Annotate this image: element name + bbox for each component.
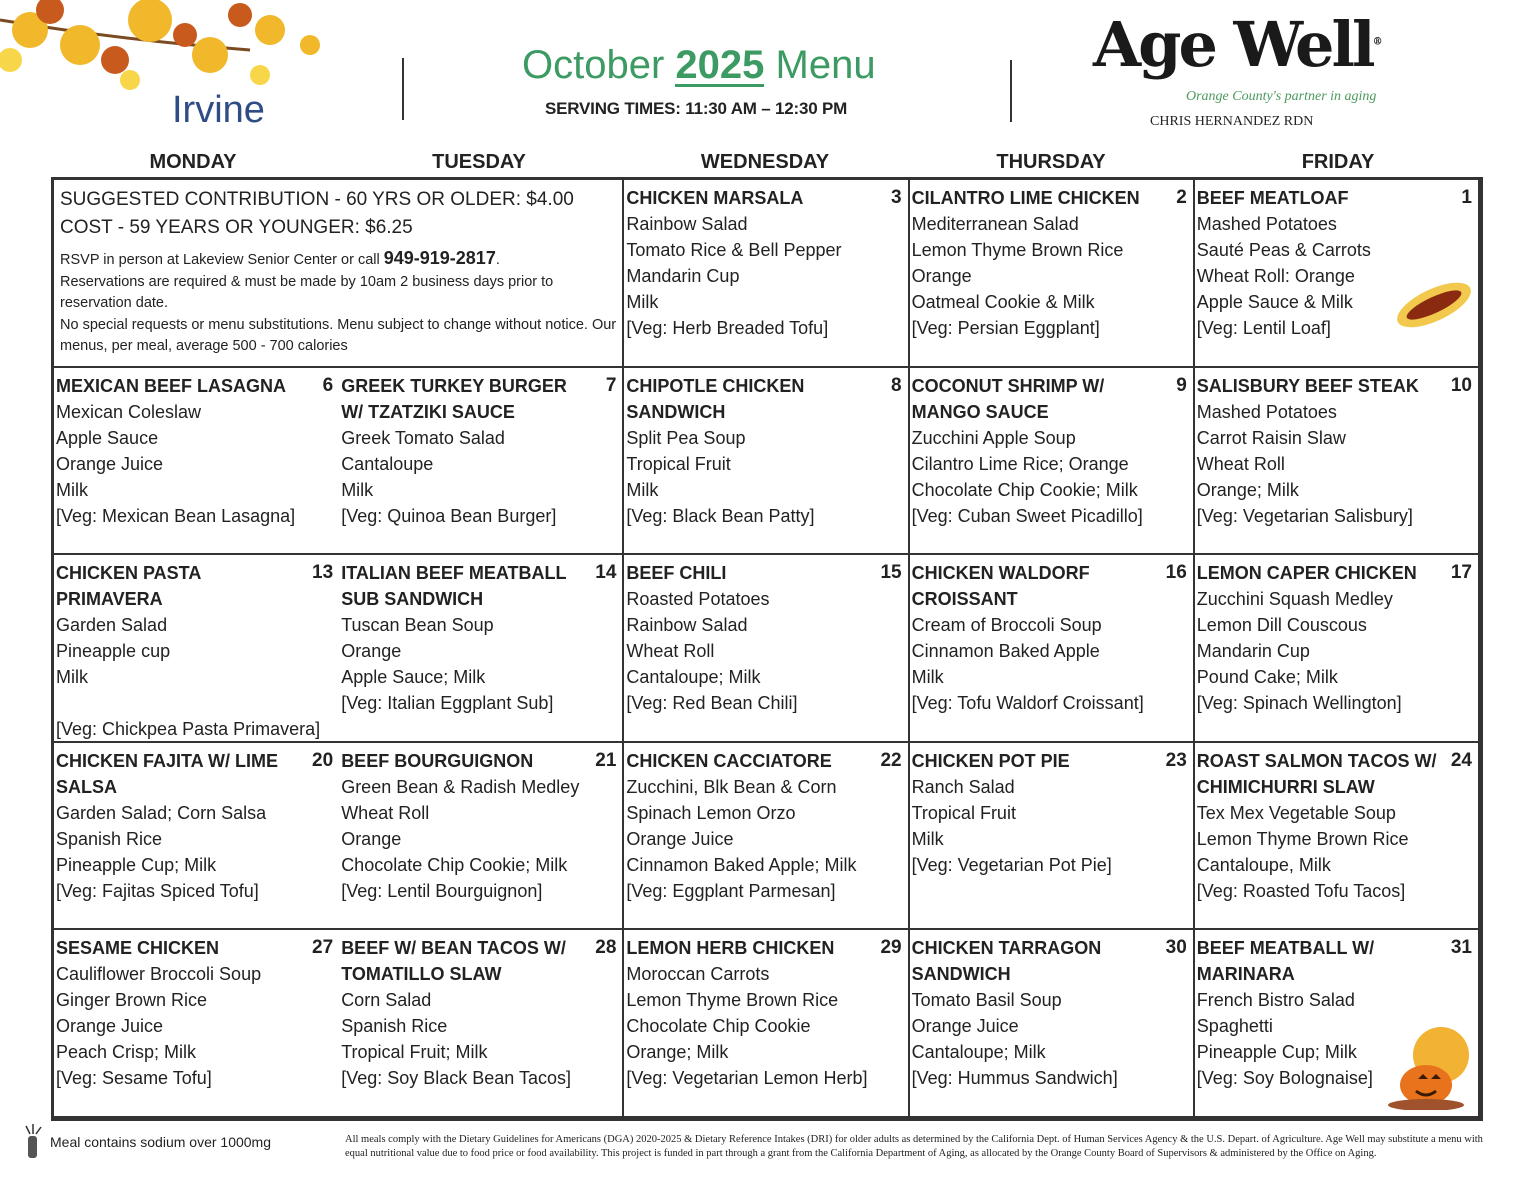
menu-item: [Veg: Tofu Waldorf Croissant] xyxy=(911,693,1144,714)
menu-day-cell xyxy=(910,180,1195,368)
menu-item: [Veg: Vegetarian Pot Pie] xyxy=(911,854,1112,875)
menu-item: Wheat Roll: Orange xyxy=(1196,266,1355,286)
menu-item: Tropical Fruit xyxy=(911,802,1016,823)
day-header-friday: FRIDAY xyxy=(1301,151,1375,173)
menu-day-cell xyxy=(54,930,339,1118)
menu-item: [Veg: Lentil Loaf] xyxy=(1196,318,1331,338)
entree-title: CHICKEN CACCIATORE xyxy=(626,750,832,771)
entree-title: LEMON HERB CHICKEN xyxy=(626,938,835,959)
menu-item: Tuscan Bean Soup xyxy=(341,615,494,636)
menu-item: [Veg: Black Bean Patty] xyxy=(626,505,815,526)
menu-item: Green Bean & Radish Medley xyxy=(341,776,580,797)
menu-item: [Veg: Sesame Tofu] xyxy=(56,1068,212,1089)
entree-title: BEEF MEATLOAF xyxy=(1196,188,1349,208)
menu-day-cell xyxy=(1195,743,1480,931)
date-number: 31 xyxy=(1450,937,1472,959)
menu-item: Mashed Potatoes xyxy=(1196,401,1337,422)
menu-day-cell xyxy=(910,555,1195,743)
menu-item: [Veg: Persian Eggplant] xyxy=(911,318,1100,338)
menu-day-cell xyxy=(624,368,909,556)
reservation-policy: Reservations are required & must be made by 10am 2 business days prior to reservation date. xyxy=(60,273,554,311)
entree-title: CHICKEN FAJITA W/ LIME SALSA xyxy=(56,750,278,797)
date-number: 28 xyxy=(595,937,617,959)
menu-item: French Bistro Salad xyxy=(1196,990,1355,1011)
menu-item: Pineapple Cup; Milk xyxy=(56,854,217,875)
menu-item: Tex Mex Vegetable Soup xyxy=(1196,802,1396,823)
menu-day-cell xyxy=(1195,930,1480,1118)
entree-title: MEXICAN BEEF LASAGNA xyxy=(56,375,287,396)
menu-item: Chocolate Chip Cookie; Milk xyxy=(341,854,568,875)
menu-item: [Veg: Lentil Bourguignon] xyxy=(341,880,543,901)
date-number: 20 xyxy=(312,749,334,771)
menu-item: Garden Salad; Corn Salsa xyxy=(56,802,267,823)
menu-item: Orange xyxy=(341,641,402,662)
menu-item: Lemon Thyme Brown Rice xyxy=(626,990,839,1011)
menu-day-cell xyxy=(339,368,624,556)
menu-item: Apple Sauce; Milk xyxy=(341,667,486,688)
menu-item: Cantaloupe; Milk xyxy=(626,667,761,688)
menu-day-cell xyxy=(624,555,909,743)
menu-item: Orange Juice xyxy=(911,1016,1019,1037)
menu-item: [Veg: Herb Breaded Tofu] xyxy=(626,318,829,338)
menu-item: Pound Cake; Milk xyxy=(1196,667,1338,688)
menu-item: Wheat Roll xyxy=(1196,453,1285,474)
logo-tagline: Orange County's partner in aging xyxy=(1186,89,1377,104)
date-number: 7 xyxy=(605,374,617,396)
menu-day-cell xyxy=(1195,368,1480,556)
menu-day-cell xyxy=(54,555,339,743)
menu-item: Cream of Broccoli Soup xyxy=(911,615,1102,636)
halloween-pumpkin-icon xyxy=(1381,1015,1476,1110)
menu-item: Garden Salad xyxy=(56,615,168,636)
city-name: Irvine xyxy=(172,89,265,131)
menu-item: [Veg: Soy Black Bean Tacos] xyxy=(341,1068,571,1089)
dietitian-name: CHRIS HERNANDEZ RDN xyxy=(1150,114,1314,129)
sodium-note: Meal contains sodium over 1000mg xyxy=(50,1134,272,1150)
menu-item: Apple Sauce xyxy=(56,427,159,448)
contribution-senior: SUGGESTED CONTRIBUTION - 60 YRS OR OLDER: $4.00 xyxy=(60,189,574,210)
menu-item: Tropical Fruit xyxy=(626,453,731,474)
menu-item: Orange Juice xyxy=(56,453,164,474)
menu-item: [Veg: Red Bean Chili] xyxy=(626,693,798,714)
contribution-info-cell xyxy=(54,180,624,368)
menu-item: Mandarin Cup xyxy=(1196,641,1310,662)
entree-title: GREEK TURKEY BURGER W/ TZATZIKI SAUCE xyxy=(341,375,567,422)
day-header-wednesday: WEDNESDAY xyxy=(700,151,830,173)
divider xyxy=(1010,60,1012,122)
menu-item: Orange; Milk xyxy=(1196,479,1299,500)
menu-item: Rainbow Salad xyxy=(626,615,748,636)
menu-item: Milk xyxy=(911,828,944,849)
date-number: 21 xyxy=(595,749,617,771)
menu-item: Tomato Rice & Bell Pepper xyxy=(626,240,842,260)
menu-day-cell xyxy=(54,368,339,556)
date-number: 2 xyxy=(1176,187,1187,208)
menu-item: Milk xyxy=(626,292,659,312)
menu-item: Cantaloupe xyxy=(341,453,434,474)
entree-title: CHICKEN POT PIE xyxy=(911,750,1070,771)
menu-item: Chocolate Chip Cookie; Milk xyxy=(911,479,1138,500)
menu-item: Spanish Rice xyxy=(341,1016,448,1037)
menu-item: [Veg: Mexican Bean Lasagna] xyxy=(56,505,296,526)
menu-item: Orange; Milk xyxy=(626,1042,729,1063)
menu-item: Mexican Coleslaw xyxy=(56,401,202,422)
menu-item: Spanish Rice xyxy=(56,828,163,849)
menu-item: [Veg: Spinach Wellington] xyxy=(1196,693,1402,714)
date-number: 22 xyxy=(880,749,902,771)
menu-item: Wheat Roll xyxy=(626,641,715,662)
rsvp-text: RSVP in person at Lakeview Senior Center or call 949-919-2817. xyxy=(60,248,500,268)
menu-item: [Veg: Hummus Sandwich] xyxy=(911,1068,1118,1089)
day-header-thursday: THURSDAY xyxy=(996,151,1106,173)
entree-title: ITALIAN BEEF MEATBALL SUB SANDWICH xyxy=(341,563,567,610)
date-number: 9 xyxy=(1176,374,1187,396)
date-number: 30 xyxy=(1165,937,1187,959)
entree-title: CHIPOTLE CHICKEN SANDWICH xyxy=(626,375,805,422)
menu-day-cell xyxy=(339,930,624,1118)
menu-day-cell xyxy=(54,743,339,931)
menu-item: Milk xyxy=(56,667,88,688)
menu-day-cell xyxy=(339,555,624,743)
menu-item: Ginger Brown Rice xyxy=(56,990,208,1011)
menu-day-cell xyxy=(339,743,624,931)
title-month: October xyxy=(522,43,665,87)
menu-item: [Veg: Italian Eggplant Sub] xyxy=(341,693,554,714)
menu-item: Chocolate Chip Cookie xyxy=(626,1016,811,1037)
menu-item: Wheat Roll xyxy=(341,802,430,823)
title-menu: Menu xyxy=(775,43,876,87)
entree-title: BEEF MEATBALL W/ MARINARA xyxy=(1196,938,1375,985)
menu-day-cell xyxy=(624,180,909,368)
menu-item: Zucchini Apple Soup xyxy=(911,427,1076,448)
menu-item: [Veg: Soy Bolognaise] xyxy=(1196,1068,1373,1089)
menu-item: Apple Sauce & Milk xyxy=(1196,292,1353,312)
date-number: 3 xyxy=(891,187,902,208)
menu-item: Spinach Lemon Orzo xyxy=(626,802,796,823)
menu-day-cell xyxy=(910,743,1195,931)
oktoberfest-decoration-icon xyxy=(1386,265,1476,350)
menu-item: Greek Tomato Salad xyxy=(341,427,505,448)
menu-item: Cantaloupe; Milk xyxy=(911,1042,1046,1063)
entree-title: CHICKEN MARSALA xyxy=(626,188,804,208)
date-number: 14 xyxy=(595,562,617,584)
menu-item: Roasted Potatoes xyxy=(626,589,770,610)
age-well-logo: Age Well® xyxy=(1093,8,1383,81)
menu-day-cell xyxy=(1195,555,1480,743)
menu-item: Tropical Fruit; Milk xyxy=(341,1042,488,1063)
menu-item: Pineapple Cup; Milk xyxy=(1196,1042,1357,1063)
entree-title: ROAST SALMON TACOS W/ CHIMICHURRI SLAW xyxy=(1196,750,1437,797)
entree-title: CHICKEN TARRAGON SANDWICH xyxy=(911,938,1102,985)
title-year: 2025 xyxy=(675,43,765,87)
menu-item: Lemon Thyme Brown Rice xyxy=(1196,828,1409,849)
menu-item: Orange Juice xyxy=(56,1016,164,1037)
entree-title: CHICKEN WALDORF CROISSANT xyxy=(911,563,1090,610)
menu-item: Cauliflower Broccoli Soup xyxy=(56,964,262,985)
autumn-leaves-decoration xyxy=(0,0,335,95)
menu-item: Moroccan Carrots xyxy=(626,964,770,985)
menu-item: Peach Crisp; Milk xyxy=(56,1042,197,1063)
menu-item: Mashed Potatoes xyxy=(1196,214,1337,234)
entree-title: SESAME CHICKEN xyxy=(56,938,220,959)
date-number: 16 xyxy=(1165,562,1187,584)
menu-calendar-grid xyxy=(51,177,1483,1121)
menu-item: Sauté Peas & Carrots xyxy=(1196,240,1371,260)
menu-item: Milk xyxy=(626,479,659,500)
date-number: 8 xyxy=(891,374,902,396)
menu-item: Pineapple cup xyxy=(56,641,171,662)
menu-item: Oatmeal Cookie & Milk xyxy=(911,292,1095,312)
date-number: 23 xyxy=(1165,749,1187,771)
date-number: 13 xyxy=(312,562,334,584)
divider xyxy=(402,58,404,120)
menu-item: Zucchini Squash Medley xyxy=(1196,589,1393,610)
menu-item: Mediterranean Salad xyxy=(911,214,1079,234)
menu-item: Ranch Salad xyxy=(911,776,1015,797)
date-number: 17 xyxy=(1450,562,1472,584)
menu-item: Cantaloupe, Milk xyxy=(1196,854,1331,875)
date-number: 24 xyxy=(1450,749,1472,771)
entree-title: LEMON CAPER CHICKEN xyxy=(1196,563,1417,584)
menu-item: Mandarin Cup xyxy=(626,266,740,286)
menu-item: [Veg: Vegetarian Salisbury] xyxy=(1196,505,1413,526)
date-number: 1 xyxy=(1461,187,1472,208)
menu-item: Orange xyxy=(341,828,402,849)
serving-times: SERVING TIMES: 11:30 AM – 12:30 PM xyxy=(545,99,848,118)
date-number: 15 xyxy=(880,562,902,584)
date-number: 29 xyxy=(880,937,902,959)
entree-title: BEEF W/ BEAN TACOS W/ TOMATILLO SLAW xyxy=(341,938,566,985)
entree-title: BEEF CHILI xyxy=(626,563,727,584)
date-number: 10 xyxy=(1450,374,1472,396)
menu-item: Lemon Thyme Brown Rice xyxy=(911,240,1124,260)
entree-title: CILANTRO LIME CHICKEN xyxy=(911,188,1140,208)
menu-item: Milk xyxy=(56,479,88,500)
menu-item xyxy=(56,690,337,716)
menu-item: Milk xyxy=(911,667,944,688)
entree-title: CHICKEN PASTA PRIMAVERA xyxy=(56,563,201,610)
menu-item: Milk xyxy=(341,479,374,500)
page-title xyxy=(522,42,876,88)
menu-item: Orange Juice xyxy=(626,828,734,849)
menu-day-cell xyxy=(624,743,909,931)
menu-item: Cinnamon Baked Apple; Milk xyxy=(626,854,857,875)
menu-item: Carrot Raisin Slaw xyxy=(1196,427,1346,448)
menu-item: Cinnamon Baked Apple xyxy=(911,641,1100,662)
menu-item: [Veg: Chickpea Pasta Primavera] xyxy=(56,719,321,740)
menu-item: Zucchini, Blk Bean & Corn xyxy=(626,776,837,797)
menu-item: [Veg: Quinoa Bean Burger] xyxy=(341,505,557,526)
menu-item: [Veg: Vegetarian Lemon Herb] xyxy=(626,1068,868,1089)
date-number: 6 xyxy=(322,374,334,396)
disclaimer: All meals comply with the Dietary Guidelines for Americans (DGA) 2020-2025 & Dietary Reference Intakes (DRI) for older adults as determined by the California Dept. of Human Services Agency & the U.S. Depart. of Agriculture. Age Well may substitute a menu with equal nutritional value due to food price or food availability. This project is funded in part through a grant from the California Department of Aging, as allocated by the Orange County Board of Supervisors & administered by the Office on Aging. xyxy=(345,1134,1483,1159)
entree-title: COCONUT SHRIMP W/ MANGO SAUCE xyxy=(911,375,1105,422)
menu-item: [Veg: Fajitas Spiced Tofu] xyxy=(56,880,259,901)
menu-item: Tomato Basil Soup xyxy=(911,990,1062,1011)
entree-title: BEEF BOURGUIGNON xyxy=(341,750,534,771)
menu-day-cell xyxy=(910,930,1195,1118)
menu-item: Orange xyxy=(911,266,972,286)
menu-day-cell xyxy=(910,368,1195,556)
menu-item: Split Pea Soup xyxy=(626,427,746,448)
date-number: 27 xyxy=(312,937,334,959)
menu-item: Spaghetti xyxy=(1196,1016,1273,1037)
menu-item: [Veg: Eggplant Parmesan] xyxy=(626,880,836,901)
menu-day-cell xyxy=(1195,180,1480,368)
menu-item: Lemon Dill Couscous xyxy=(1196,615,1367,636)
menu-item: Corn Salad xyxy=(341,990,432,1011)
menu-item: [Veg: Cuban Sweet Picadillo] xyxy=(911,505,1143,526)
menu-item: [Veg: Roasted Tofu Tacos] xyxy=(1196,880,1406,901)
menu-item: Cilantro Lime Rice; Orange xyxy=(911,453,1129,474)
substitution-policy: No special requests or menu substitutions. Menu subject to change without notice. Our menus, per meal, average 500 - 700 calories xyxy=(60,316,617,354)
phone-number[interactable]: 949-919-2817 xyxy=(383,248,496,268)
contribution-younger: COST - 59 YEARS OR YOUNGER: $6.25 xyxy=(60,217,413,238)
menu-day-cell xyxy=(624,930,909,1118)
sodium-legend xyxy=(22,1124,271,1160)
salt-shaker-icon xyxy=(22,1124,44,1160)
day-header-monday: MONDAY xyxy=(149,151,237,173)
entree-title: SALISBURY BEEF STEAK xyxy=(1196,375,1419,396)
day-header-tuesday: TUESDAY xyxy=(432,151,526,173)
menu-item: Rainbow Salad xyxy=(626,214,748,234)
